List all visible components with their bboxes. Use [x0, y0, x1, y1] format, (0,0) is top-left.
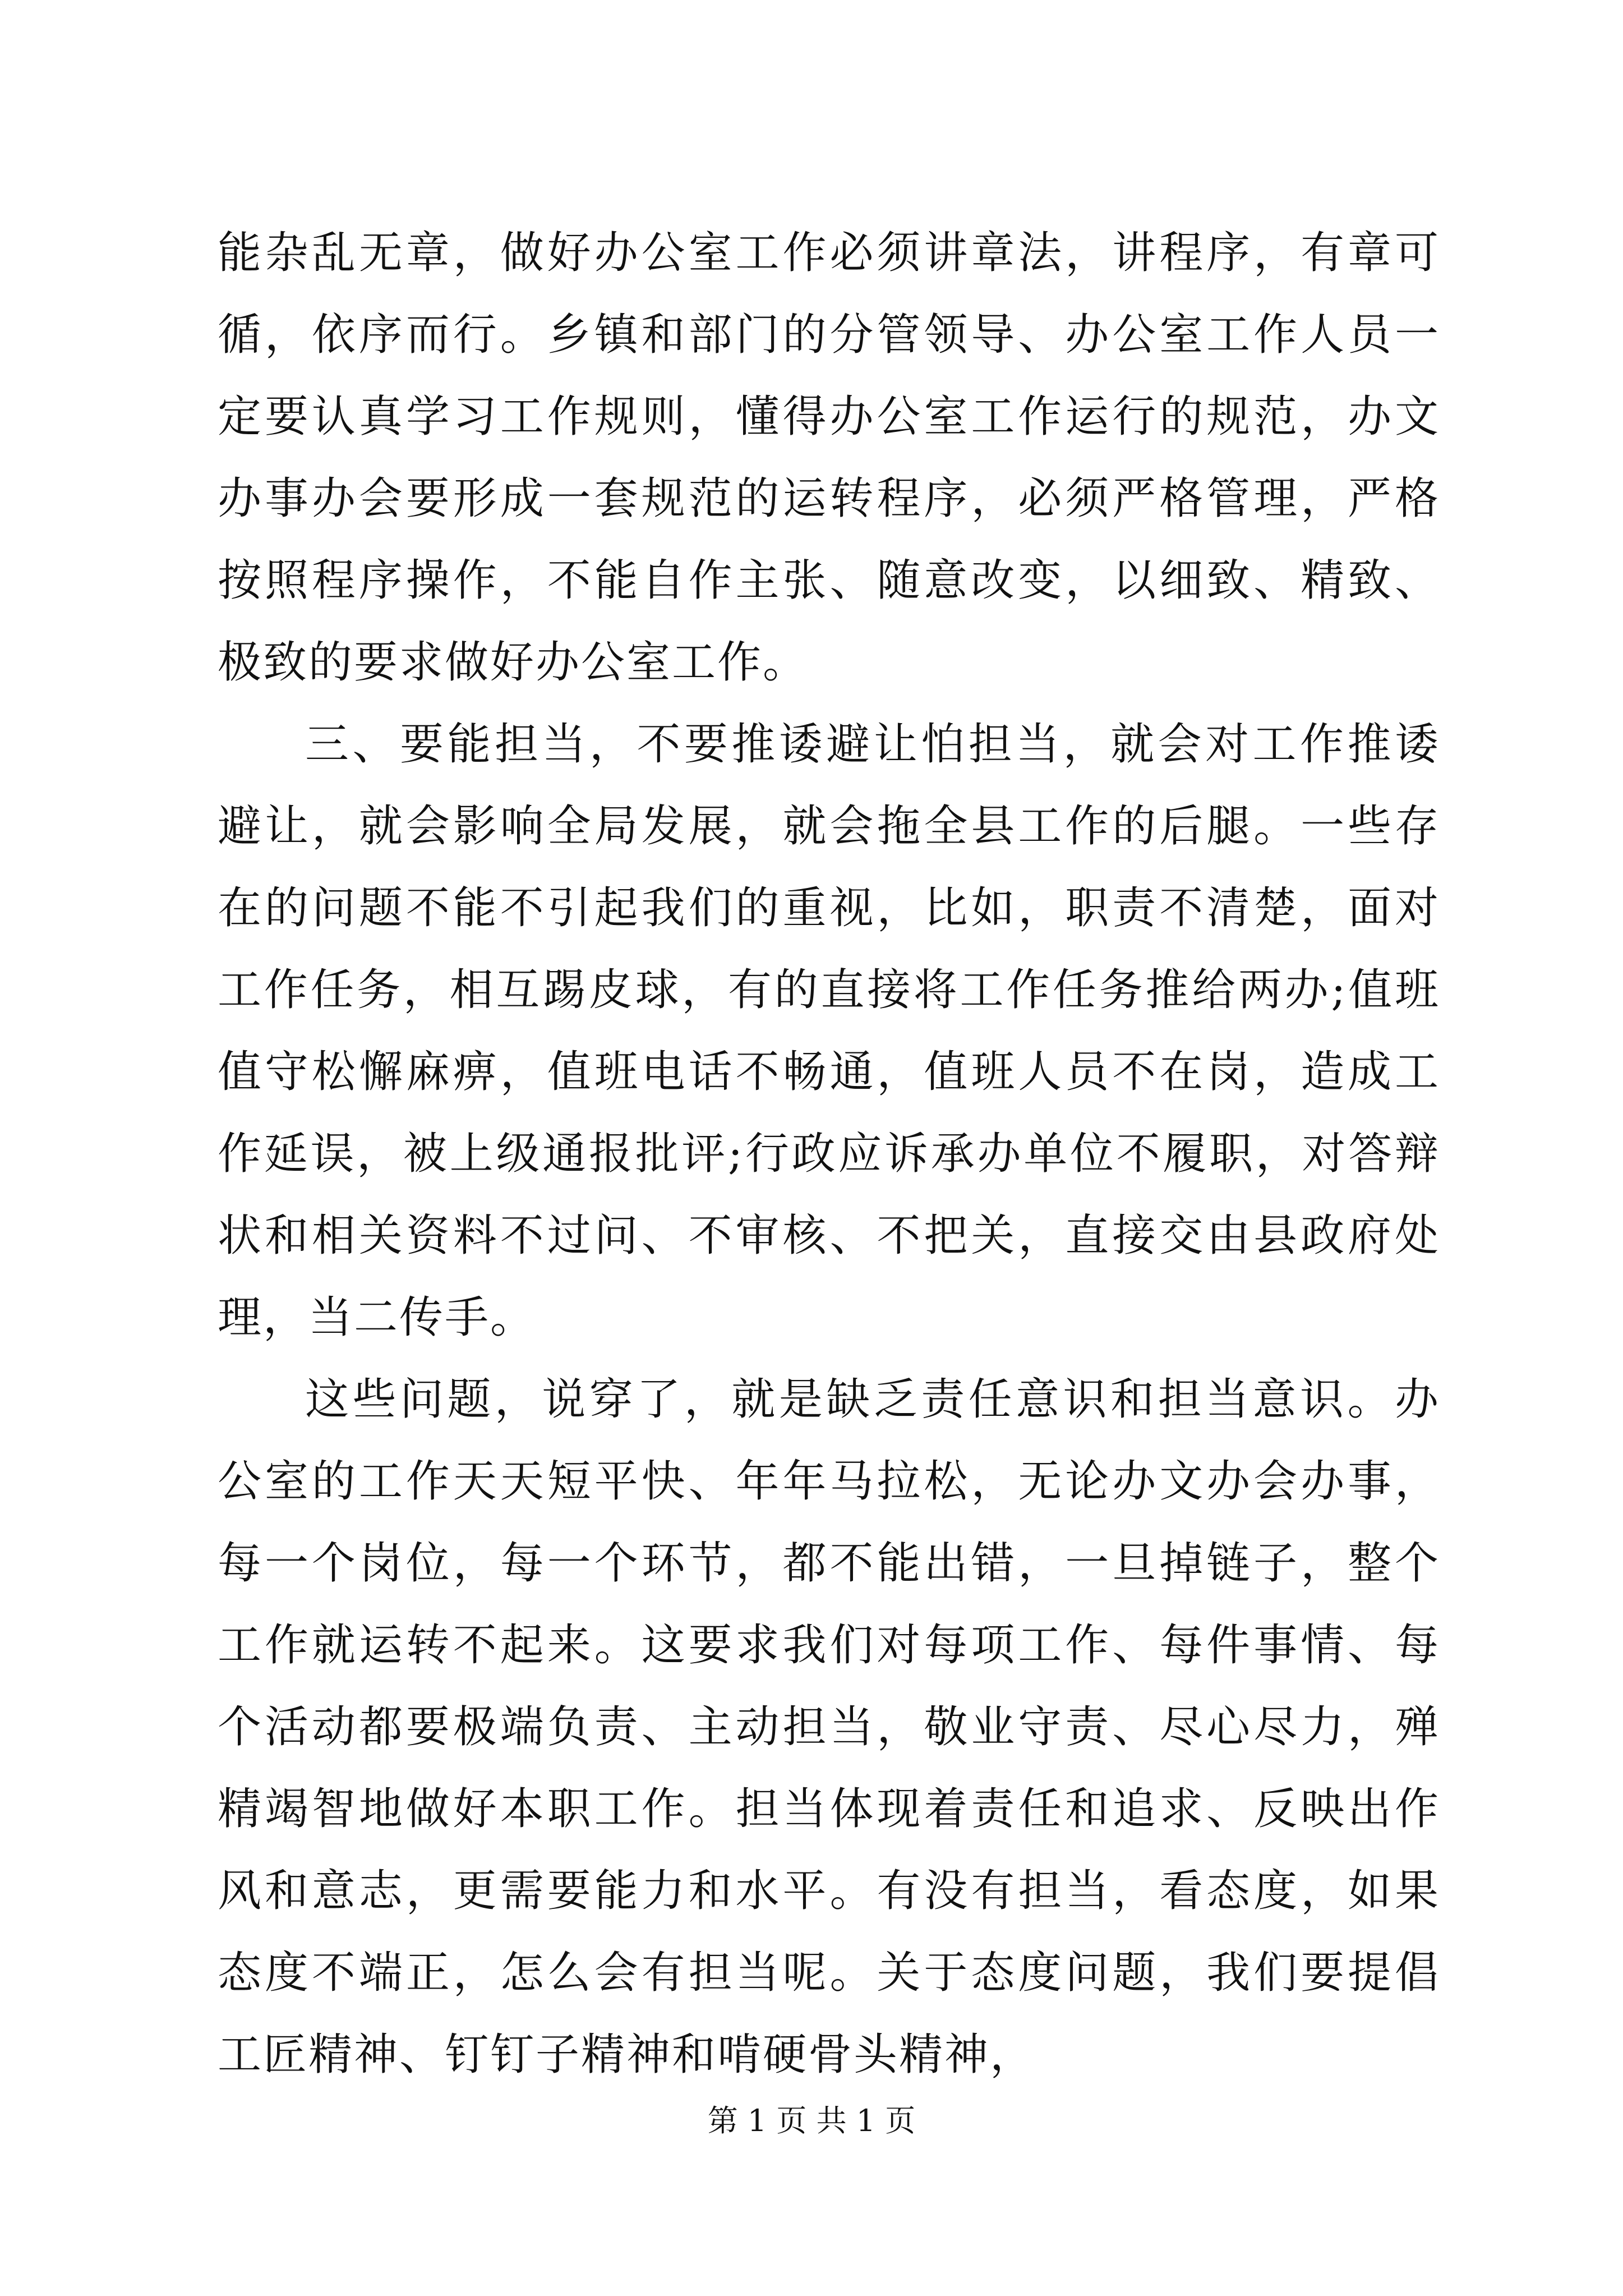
document-body [218, 212, 1440, 2096]
paragraph-1: 能杂乱无章，做好办公室工作必须讲章法，讲程序，有章可循，依序而行。乡镇和部门的分管领导、办公室工作人员一定要认真学习工作规则，懂得办公室工作运行的规范，办文办事办会要形成一套规范的运转程序，必须严格管理，严格按照程序操作，不能自作主张、随意改变，以细致、精致、极致的要求做好办公室工作。 [218, 228, 1440, 688]
paragraph-3: 这些问题，说穿了，就是缺乏责任意识和担当意识。办公室的工作天天短平快、年年马拉松，无论办文办会办事，每一个岗位，每一个环节，都不能出错，一旦掉链子，整个工作就运转不起来。这要求我们对每项工作、每件事情、每个活动都要极端负责、主动担当，敬业守责、尽心尽力，殚精竭智地做好本职工作。担当体现着责任和追求、反映出作风和意志，更需要能力和水平。有没有担当，看态度，如果态度不端正，怎么会有担当呢。关于态度问题，我们要提倡工匠精神、钉钉子精神和啃硬骨头精神， [218, 1374, 1440, 2080]
page-footer: 第 1 页 共 1 页 [707, 2103, 916, 2138]
paragraph-2: 三、要能担当，不要推诿避让怕担当，就会对工作推诿避让，就会影响全局发展，就会拖全县工作的后腿。一些存在的问题不能不引起我们的重视，比如，职责不清楚，面对工作任务，相互踢皮球，有的直接将工作任务推给两办;值班值守松懈麻痹，值班电话不畅通，值班人员不在岗，造成工作延误，被上级通报批评;行政应诉承办单位不履职，对答辩状和相关资料不过问、不审核、不把关，直接交由县政府处理，当二传手。 [218, 719, 1440, 1343]
